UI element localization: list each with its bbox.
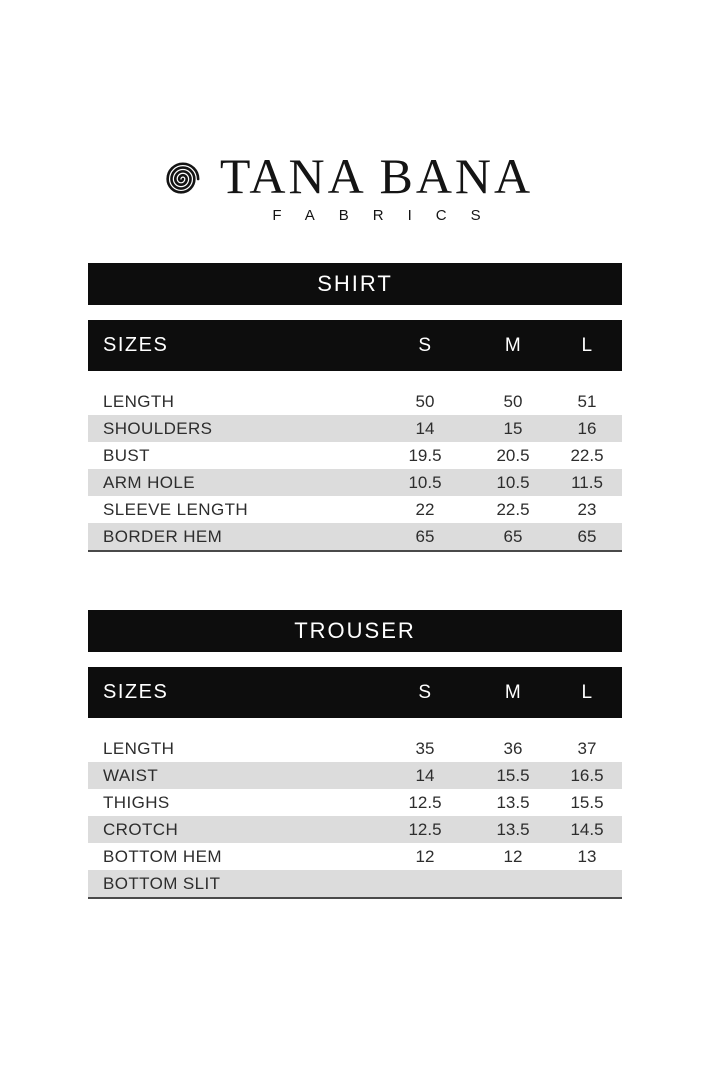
size-column-header: L (581, 681, 593, 703)
size-value-cell: 19.5 (408, 445, 442, 465)
table-row (88, 496, 622, 523)
sizes-header-bar (88, 667, 622, 718)
size-value-cell: 15 (503, 418, 523, 438)
size-column-header: M (504, 681, 522, 703)
size-value-cell: 13 (577, 846, 597, 866)
spiral-icon (155, 150, 207, 205)
size-value-cell: 12.5 (408, 792, 442, 812)
size-value-cell: 23 (577, 499, 597, 519)
table-row (88, 870, 622, 897)
table-row (88, 442, 622, 469)
brand-subtitle: FABRICS (272, 207, 505, 224)
size-value-cell: 20.5 (496, 445, 530, 465)
sizes-header-bar (88, 320, 622, 371)
table-row (88, 843, 622, 870)
size-value-cell: 65 (415, 526, 435, 546)
table-row (88, 523, 622, 550)
size-table-section (88, 610, 622, 899)
size-value-cell: 16 (577, 418, 597, 438)
table-rows (88, 388, 622, 552)
size-column-header: S (418, 681, 432, 703)
table-row (88, 388, 622, 415)
size-value-cell: 12 (415, 846, 435, 866)
size-value-cell: 14 (415, 418, 435, 438)
size-value-cell: 50 (503, 391, 523, 411)
row-label: THIGHS (103, 792, 170, 812)
row-label: BORDER HEM (103, 526, 223, 546)
size-value-cell: 50 (415, 391, 435, 411)
table-title-bar (88, 263, 622, 305)
brand-wordmark (220, 150, 533, 224)
row-label: BOTTOM HEM (103, 846, 222, 866)
table-row (88, 415, 622, 442)
row-label: SLEEVE LENGTH (103, 499, 249, 519)
table-row (88, 762, 622, 789)
size-value-cell: 22 (415, 499, 435, 519)
size-value-cell: 65 (577, 526, 597, 546)
size-value-cell: 13.5 (496, 792, 530, 812)
size-value-cell: 11.5 (571, 472, 603, 492)
size-value-cell: 15.5 (570, 792, 604, 812)
size-value-cell: 12 (503, 846, 523, 866)
size-value-cell: 15.5 (496, 765, 530, 785)
size-value-cell: 13.5 (496, 819, 530, 839)
size-value-cell: 10.5 (496, 472, 530, 492)
table-title: TROUSER (294, 618, 416, 643)
table-row (88, 735, 622, 762)
size-table-section (88, 263, 622, 552)
row-label: SHOULDERS (103, 418, 213, 438)
row-label: LENGTH (103, 391, 175, 411)
row-label: CROTCH (103, 819, 179, 839)
row-label: BOTTOM SLIT (103, 873, 221, 893)
table-title-bar (88, 610, 622, 652)
size-value-cell: 37 (577, 738, 597, 758)
size-value-cell: 14 (415, 765, 435, 785)
sizes-label: SIZES (103, 334, 169, 356)
brand-logo (0, 150, 720, 224)
row-label: LENGTH (103, 738, 175, 758)
size-value-cell: 16.5 (570, 765, 604, 785)
size-value-cell: 65 (503, 526, 523, 546)
row-label: BUST (103, 445, 150, 465)
brand-name: TANA BANA (219, 148, 534, 204)
table-row (88, 789, 622, 816)
size-column-header: S (418, 334, 432, 356)
size-column-header: L (581, 334, 593, 356)
size-value-cell: 12.5 (408, 819, 442, 839)
size-value-cell: 51 (577, 391, 597, 411)
table-row (88, 816, 622, 843)
size-value-cell: 22.5 (496, 499, 530, 519)
size-value-cell: 35 (415, 738, 435, 758)
size-value-cell: 14.5 (570, 819, 604, 839)
table-title: SHIRT (317, 271, 393, 296)
size-value-cell: 22.5 (570, 445, 604, 465)
table-row (88, 469, 622, 496)
row-label: WAIST (103, 765, 159, 785)
size-column-header: M (504, 334, 522, 356)
size-tables (88, 263, 622, 899)
logo-group (155, 150, 533, 224)
table-rows (88, 735, 622, 899)
row-label: ARM HOLE (103, 472, 195, 492)
size-value-cell: 36 (503, 738, 523, 758)
size-value-cell: 10.5 (408, 472, 442, 492)
sizes-label: SIZES (103, 681, 169, 703)
